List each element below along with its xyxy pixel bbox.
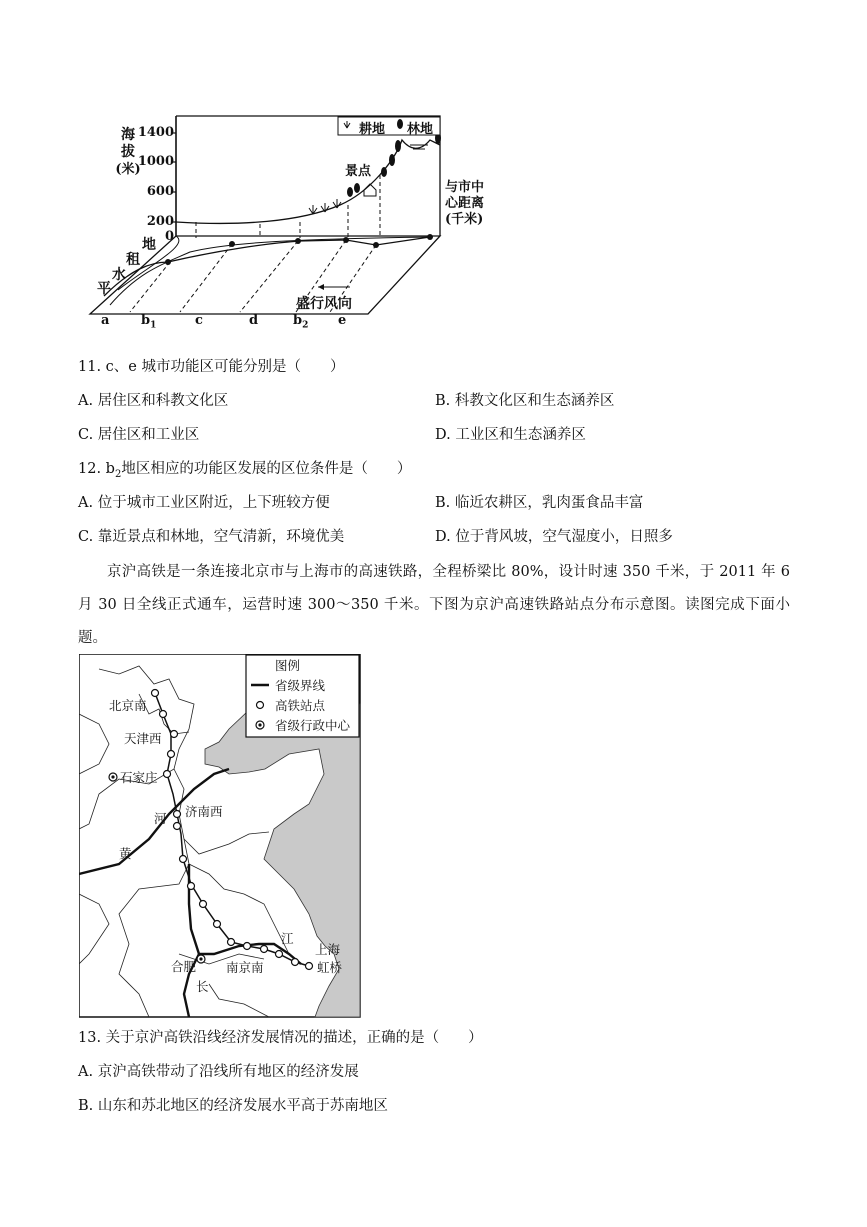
q12-option-d: D. 位于背风坡，空气湿度小，日照多 (435, 529, 673, 545)
q13-option-a: A. 京沪高铁带动了沿线所有地区的经济发展 (78, 1064, 359, 1080)
y-axis-label-char: (米) (115, 162, 141, 177)
terrain-figure-labels (70, 105, 510, 335)
wind-label: 盛行风向 (296, 296, 352, 312)
label-huang: 黄 (119, 846, 132, 861)
label-jinan: 济南西 (185, 804, 223, 819)
zone-letter: c (195, 313, 203, 328)
label-tianjin: 天津西 (124, 731, 162, 746)
zone-letter: d (249, 313, 259, 328)
legend-farmland: 耕地 (359, 122, 386, 137)
q11-option-c: C. 居住区和工业区 (78, 427, 200, 443)
rent-label-char: 平 (97, 281, 111, 297)
x-axis-title-line: (千米) (445, 212, 484, 227)
zone-letter: $b_1$ (141, 313, 157, 331)
q13-option-b: B. 山东和苏北地区的经济发展水平高于苏南地区 (78, 1098, 388, 1114)
x-axis-title-line: 心距离 (445, 196, 485, 211)
q12-stem: 12. $b_2$地区相应的功能区发展的区位条件是（ ） (78, 461, 412, 480)
y-axis-label-char: 海 (121, 127, 135, 143)
y-tick: 1000 (137, 154, 174, 169)
y-tick: 600 (146, 184, 174, 199)
map-legend-capital: 省级行政中心 (275, 718, 351, 733)
y-tick: 1400 (137, 125, 174, 140)
q11-option-a: A. 居住区和科教文化区 (78, 393, 229, 409)
map-labels (79, 654, 361, 1018)
x-axis-title-line: 与市中 (445, 180, 485, 195)
zone-letter: e (338, 313, 347, 328)
label-shijiazhuang: 石家庄 (120, 770, 158, 785)
legend-forest: 林地 (407, 122, 434, 137)
q12-option-a: A. 位于城市工业区附近，上下班较方便 (78, 495, 330, 511)
rent-label-char: 租 (126, 252, 140, 268)
label-he: 河 (154, 811, 167, 826)
zone-letter: a (101, 313, 110, 328)
q11-stem: 11. c、e 城市功能区可能分别是（ ） (78, 359, 345, 375)
label-chang: 长 (196, 979, 209, 994)
map-legend-station: 高铁站点 (275, 698, 326, 713)
label-shanghai: 上海 (315, 942, 341, 957)
y-tick: 0 (164, 229, 174, 244)
label-jiang: 江 (281, 931, 294, 946)
label-hefei: 合肥 (171, 959, 197, 974)
q12-option-c: C. 靠近景点和林地，空气清新，环境优美 (78, 529, 345, 545)
map-legend-title: 图例 (275, 658, 301, 673)
q11-option-d: D. 工业区和生态涵养区 (435, 427, 586, 443)
label-beijing: 北京南 (109, 698, 147, 713)
label-nanjing: 南京南 (226, 960, 264, 975)
q13-stem: 13. 关于京沪高铁沿线经济发展情况的描述，正确的是（ ） (78, 1030, 483, 1046)
rent-label-char: 地 (142, 237, 156, 253)
map-legend-boundary: 省级界线 (275, 678, 326, 693)
q11-option-b: B. 科教文化区和生态涵养区 (435, 393, 615, 409)
scenic-label: 景点 (345, 164, 372, 179)
y-tick: 200 (146, 214, 174, 229)
zone-letter: $b_2$ (293, 313, 309, 331)
passage: 京沪高铁是一条连接北京市与上海市的高速铁路，全程桥梁比 80%，设计时速 350 千米，于 2011 年 6 月 30 日全线正式通车，运营时速 300～350 千米。下图为京沪高速铁路站点分布示意图。读图完成下面小题。 (78, 564, 790, 646)
q12-option-b: B. 临近农耕区，乳肉蛋食品丰富 (435, 495, 644, 511)
rent-label-char: 水 (112, 267, 126, 283)
y-axis-label-char: 拔 (121, 144, 135, 160)
label-hongqiao: 虹桥 (317, 960, 343, 975)
